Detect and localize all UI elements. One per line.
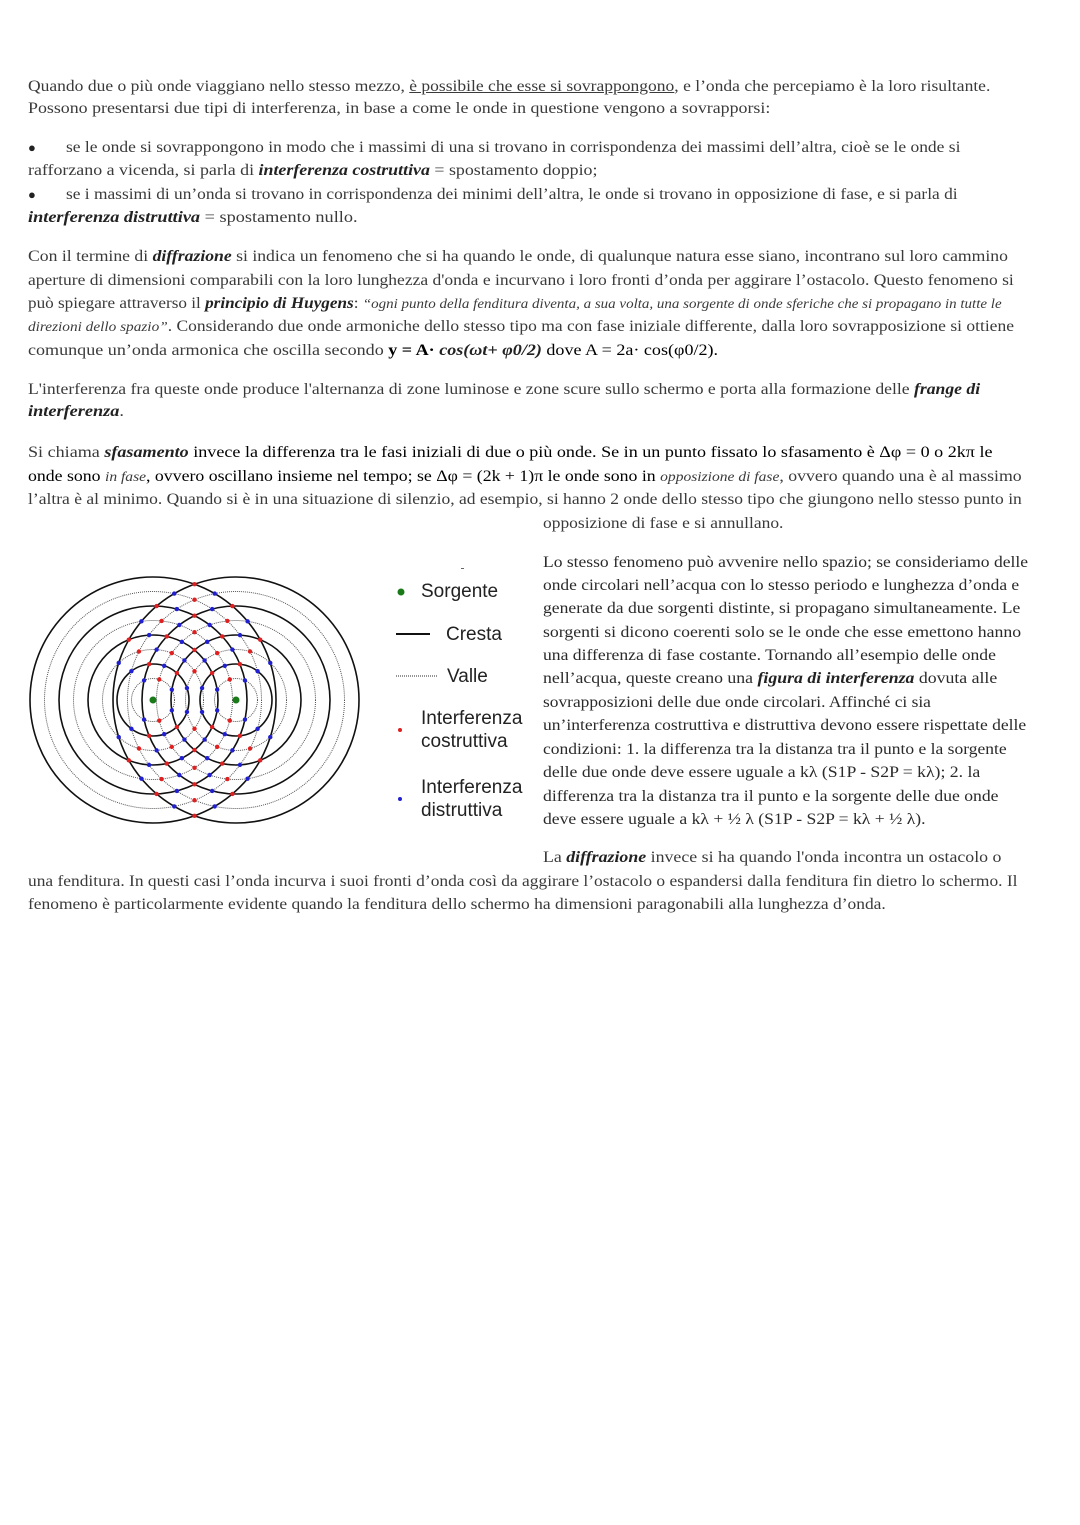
destructive-point — [202, 658, 206, 662]
destructive-point — [223, 732, 227, 736]
destructive-point — [180, 640, 184, 644]
constructive-point — [238, 662, 242, 666]
emphasis-text: sfasamento — [104, 444, 189, 461]
text-segment: rafforzano a vicenda, si parla di — [28, 162, 259, 179]
text-line — [28, 443, 993, 463]
constructive-point — [238, 734, 242, 738]
text-segment: se i massimi di un’onda si trovano in corrispondenza dei minimi dell’altra, le onde si trovano in opposizione di fase, e si parla di — [66, 186, 958, 203]
constructive-point — [225, 619, 229, 623]
destructive-point — [238, 633, 242, 637]
legend-constructive-line1: Interferenza — [421, 708, 523, 729]
destructive-point — [215, 708, 219, 712]
stray-mark — [461, 568, 464, 569]
text-line — [28, 490, 1022, 510]
destructive-point — [172, 804, 176, 808]
text-segment: = spostamento doppio; — [429, 162, 598, 179]
text-line — [543, 787, 999, 807]
italic-text: “ogni punto della fenditura diventa, a sua volta, una sorgente di onde sferiche che si propagano in tutte le — [362, 297, 1002, 312]
text-segment: Quando due o più onde viaggiano nello stesso mezzo, — [28, 78, 410, 95]
destructive-point — [245, 619, 249, 623]
text-segment: . — [119, 403, 125, 420]
text-line — [28, 247, 1008, 267]
constructive-point — [175, 725, 179, 729]
constructive-point — [157, 677, 161, 681]
emphasis-text: principio di Huygens — [205, 295, 354, 312]
text-segment: sorgenti si dicono coerenti solo se le onde che esse emettono hanno — [543, 624, 1022, 641]
constructive-point — [228, 677, 232, 681]
destructive-point — [129, 727, 133, 731]
destructive-point — [245, 776, 249, 780]
destructive-point — [170, 708, 174, 712]
legend-source: Sorgente — [421, 581, 499, 602]
text-segment: y = A· — [388, 342, 440, 359]
legend-destructive-line2: distruttiva — [421, 800, 503, 821]
text-segment: onde sono — [28, 468, 105, 485]
text-segment: . Considerando due onde armoniche dello stesso tipo ma con fase iniziale differente, dalla loro sovrapposizione si ottiene — [167, 318, 1014, 335]
constructive-point — [170, 651, 174, 655]
constructive-point — [248, 746, 252, 750]
text-line — [28, 271, 1014, 291]
destructive-point — [255, 727, 259, 731]
constructive-point — [159, 619, 163, 623]
text-segment: deve essere uguale a kλ + ½ λ (S1P - S2P = kλ + ½ λ). — [543, 811, 926, 828]
constructive-point — [137, 746, 141, 750]
constructive-point — [192, 782, 196, 786]
destructive-point — [207, 773, 211, 777]
constructive-point — [192, 630, 196, 634]
text-segment: L'interferenza fra queste onde produce l'alternanza di zone luminose e zone scure sullo schermo e porta alla formazione delle — [28, 381, 915, 398]
destructive-point — [268, 735, 272, 739]
constructive-point — [147, 662, 151, 666]
emphasis-text: diffrazione — [566, 849, 647, 866]
text-segment: una fenditura. In questi casi l’onda incurva i suoi fronti d’onda così da aggirare l’ostacolo o espandersi dalla fenditura fin dietro lo schermo. Il — [28, 873, 1018, 890]
constructive-point — [192, 766, 196, 770]
text-segment: opposizione di fase e si annullano. — [543, 515, 784, 532]
destructive-point — [175, 607, 179, 611]
text-line — [28, 294, 1002, 315]
constructive-point — [210, 725, 214, 729]
destructive-point — [230, 647, 234, 651]
emphasis-text: interferenza — [28, 403, 120, 420]
text-line — [28, 99, 770, 119]
text-segment: Si chiama — [28, 444, 105, 461]
text-line — [28, 317, 1014, 338]
destructive-point — [230, 748, 234, 752]
constructive-point — [210, 671, 214, 675]
text-segment: comunque un’onda armonica che oscilla secondo — [28, 342, 389, 359]
text-segment: invece si ha quando l'onda incontra un ostacolo o — [646, 849, 1002, 866]
constructive-point — [230, 604, 234, 608]
legend-destructive-line1: Interferenza — [421, 777, 523, 798]
trough-line-icon — [396, 672, 440, 680]
text-line — [28, 467, 1022, 488]
constructive-point — [127, 637, 131, 641]
text-line — [543, 740, 1007, 760]
text-line — [28, 161, 597, 181]
constructive-point — [215, 745, 219, 749]
destructive-point — [207, 623, 211, 627]
text-line — [66, 185, 958, 205]
text-segment: invece la differenza tra le fasi iniziali di due o più onde. Se in un punto fissato lo sfasamento è Δφ = 0 o 2kπ le — [188, 444, 993, 461]
destructive-point — [175, 789, 179, 793]
text-segment: , ovvero oscillano insieme nel tempo; se Δφ = (2k + 1)π le onde sono in — [146, 468, 661, 485]
destructive-point — [255, 669, 259, 673]
constructive-point — [170, 745, 174, 749]
text-segment: nell’acqua, queste creano una — [543, 670, 758, 687]
italic-text: direzioni dello spazio” — [28, 320, 168, 335]
destructive-point — [139, 776, 143, 780]
text-segment: , ovvero quando una è al massimo — [779, 468, 1022, 485]
destructive-point — [268, 661, 272, 665]
constructive-point — [192, 748, 196, 752]
emphasis-text: figura di interferenza — [757, 670, 915, 687]
text-line — [28, 341, 718, 361]
text-line — [543, 810, 925, 830]
text-segment: condizioni: 1. la differenza tra la distanza tra il punto e la sorgente — [543, 741, 1007, 758]
destructive-point — [185, 710, 189, 714]
constructive-point — [192, 582, 196, 586]
destructive-point — [210, 607, 214, 611]
text-line — [543, 669, 997, 689]
text-segment: delle due onde deve essere uguale a kλ (S1P - S2P = kλ); 2. la — [543, 764, 981, 781]
destructive-point — [162, 664, 166, 668]
text-segment: si indica un fenomeno che si ha quando le onde, di qualunque natura esse siano, incontrano sul loro cammino — [231, 248, 1008, 265]
constructive-point — [248, 649, 252, 653]
bullet-icon: ● — [28, 140, 36, 155]
destructive-point — [172, 591, 176, 595]
text-segment: differenza tra la distanza tra il punto e la sorgente delle due onde — [543, 788, 999, 805]
text-line — [543, 553, 1028, 573]
emphasis-text: diffrazione — [152, 248, 232, 265]
text-segment: = spostamento nullo. — [200, 209, 358, 226]
emphasis-text: frange di — [914, 381, 981, 398]
constructive-point — [258, 637, 262, 641]
destructive-dot-icon — [396, 795, 404, 803]
text-segment: generate da due sorgenti distinte, si propagano simultaneamente. Le — [543, 600, 1021, 617]
text-segment: Lo stesso fenomeno può avvenire nello spazio; se consideriamo delle — [543, 554, 1028, 571]
legend-constructive-line2: costruttiva — [421, 731, 508, 752]
destructive-point — [185, 686, 189, 690]
constructive-point — [175, 671, 179, 675]
constructive-point — [137, 649, 141, 653]
text-segment: : — [353, 295, 363, 312]
destructive-point — [117, 735, 121, 739]
destructive-point — [147, 633, 151, 637]
source-point — [150, 697, 157, 704]
text-segment: l’altra è al minimo. Quando si è in una situazione di silenzio, ad esempio, si hanno 2 onde dello stesso tipo che giungono nello stesso punto in — [28, 491, 1022, 508]
constructive-point — [228, 718, 232, 722]
constructive-point — [230, 792, 234, 796]
italic-text: in fase — [104, 470, 147, 485]
text-line — [543, 599, 1020, 619]
destructive-point — [170, 687, 174, 691]
constructive-point — [154, 604, 158, 608]
constructive-point — [220, 634, 224, 638]
constructive-point — [192, 727, 196, 731]
destructive-point — [213, 591, 217, 595]
crest-line-icon — [396, 630, 432, 638]
text-segment: Possono presentarsi due tipi di interferenza, in base a come le onde in questione vengono a sovrapporsi: — [28, 100, 771, 117]
text-line — [543, 623, 1021, 643]
destructive-point — [142, 717, 146, 721]
text-line — [543, 716, 1026, 736]
text-line — [28, 77, 990, 97]
destructive-point — [202, 737, 206, 741]
text-segment: La — [543, 849, 567, 866]
constructive-point — [258, 758, 262, 762]
text-line — [66, 138, 960, 158]
destructive-point — [200, 710, 204, 714]
destructive-point — [154, 748, 158, 752]
text-segment: dovuta alle — [914, 670, 998, 687]
text-line — [28, 402, 124, 422]
constructive-point — [147, 734, 151, 738]
constructive-point — [220, 761, 224, 765]
destructive-point — [243, 678, 247, 682]
source-dot-icon — [395, 585, 407, 599]
destructive-point — [200, 686, 204, 690]
destructive-point — [147, 763, 151, 767]
legend-destructive — [421, 776, 522, 822]
text-segment: aperture di dimensioni comparabili con la loro lunghezza d'onda e incurvano i loro fronti d’onda per aggirare l’ostacolo. Questo fenomeno si — [28, 272, 1014, 289]
text-segment: , e l’onda che percepiamo è la loro risultante. — [674, 78, 991, 95]
destructive-point — [180, 756, 184, 760]
text-line — [543, 848, 1001, 868]
destructive-point — [177, 773, 181, 777]
text-line — [543, 514, 783, 534]
text-segment: sovrapposizioni delle due onde circolari. Affinché ci sia — [543, 694, 931, 711]
destructive-point — [177, 623, 181, 627]
emphasis-text: interferenza distruttiva — [28, 209, 201, 226]
constructive-point — [154, 792, 158, 796]
emphasis-text: interferenza costruttiva — [258, 162, 430, 179]
constructive-point — [159, 777, 163, 781]
destructive-point — [213, 804, 217, 808]
legend-constructive — [421, 707, 522, 753]
text-segment: fenomeno è particolarmente evidente quando la fenditura dello schermo ha dimensioni paragonabili alla lunghezza d’onda. — [28, 896, 886, 913]
destructive-point — [154, 647, 158, 651]
text-line — [543, 576, 1019, 596]
text-line — [543, 763, 980, 783]
source-point — [233, 697, 240, 704]
destructive-point — [223, 664, 227, 668]
constructive-point — [165, 634, 169, 638]
text-line — [543, 646, 996, 666]
constructive-dot-icon — [396, 726, 404, 734]
constructive-point — [192, 814, 196, 818]
destructive-point — [210, 789, 214, 793]
text-line — [28, 872, 1018, 892]
emphasis-text: cos(ωt+ φ0/2) — [439, 342, 542, 359]
legend-crest: Cresta — [446, 624, 502, 645]
text-segment: dove A = 2a· cos(φ0/2). — [541, 342, 719, 359]
text-segment: Con il termine di — [28, 248, 153, 265]
constructive-point — [165, 761, 169, 765]
constructive-point — [192, 598, 196, 602]
destructive-point — [139, 619, 143, 623]
destructive-point — [238, 763, 242, 767]
destructive-point — [129, 669, 133, 673]
bullet-icon: ● — [28, 187, 36, 202]
destructive-point — [205, 640, 209, 644]
interference-diagram — [20, 550, 365, 845]
text-segment: se le onde si sovrappongono in modo che i massimi di una si trovano in corrispondenza dei massimi dell’altra, cioè se le onde si — [66, 139, 961, 156]
text-line — [28, 208, 358, 228]
text-segment: può spiegare attraverso il — [28, 295, 206, 312]
constructive-point — [192, 669, 196, 673]
underlined-text: è possibile che esse si sovrappongono — [409, 78, 675, 95]
text-segment: un’interferenza costruttiva e distruttiva devono essere rispettate delle — [543, 717, 1027, 734]
constructive-point — [192, 613, 196, 617]
destructive-point — [182, 737, 186, 741]
constructive-point — [192, 648, 196, 652]
constructive-point — [157, 718, 161, 722]
constructive-point — [225, 777, 229, 781]
text-line — [28, 895, 886, 915]
destructive-point — [117, 661, 121, 665]
destructive-point — [205, 756, 209, 760]
text-segment: una differenza di fase costante. Tornando all’esempio delle onde — [543, 647, 996, 664]
constructive-point — [215, 651, 219, 655]
constructive-point — [127, 758, 131, 762]
constructive-point — [192, 798, 196, 802]
text-line — [28, 380, 980, 400]
italic-text: opposizione di fase — [660, 470, 780, 485]
destructive-point — [162, 732, 166, 736]
destructive-point — [142, 678, 146, 682]
legend-trough: Valle — [447, 666, 488, 687]
destructive-point — [215, 687, 219, 691]
text-line — [543, 693, 931, 713]
destructive-point — [243, 717, 247, 721]
destructive-point — [182, 658, 186, 662]
text-segment: onde circolari nell’acqua con lo stesso periodo e lunghezza d’onda e — [543, 577, 1020, 594]
